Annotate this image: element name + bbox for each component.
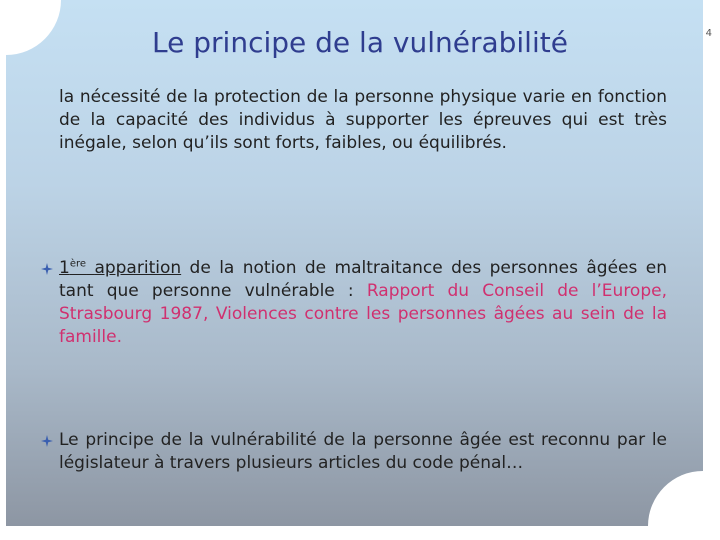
bullet-star-icon: [41, 435, 53, 447]
underlined-word: apparition: [94, 258, 182, 278]
highlighted-reference: Rapport du Conseil de l’Europe, Strasbourg 1987, Violences contre les personnes âgées au sein de la famille.: [59, 281, 667, 347]
bullet-body-text: de la notion de maltraitance des personnes âgées en tant que personne vulnérable :: [59, 258, 667, 301]
ordinal-text: 1ère apparition: [59, 258, 182, 278]
bullet-star-icon: [41, 263, 53, 275]
bullet-item-legislator: [59, 429, 667, 475]
bullet-item-first-appearance: [59, 257, 667, 349]
ordinal-superscript: ère: [69, 258, 87, 270]
page-number: 4: [705, 28, 712, 39]
intro-paragraph: la nécessité de la protection de la personne physique varie en fonction de la capacité des individus à supporter les épreuves qui est très inégale, selon qu’ils sont forts, faibles, ou équilibrés.: [59, 87, 667, 153]
bullet-body-text: Le principe de la vulnérabilité de la personne âgée est reconnu par le législateur à travers plusieurs articles du code pénal…: [59, 430, 667, 473]
slide-title: Le principe de la vulnérabilité: [152, 26, 568, 59]
